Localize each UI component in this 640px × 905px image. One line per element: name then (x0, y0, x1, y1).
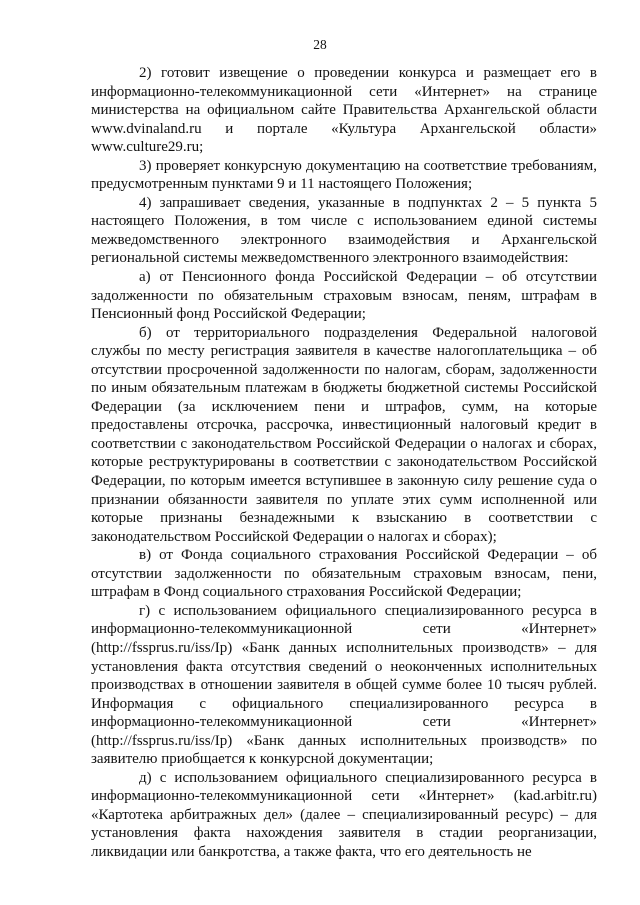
paragraph-item-3: 3) проверяет конкурсную документацию на соответствие требованиям, предусмотренным пунктами 9 и 11 настоящего Положения; (91, 157, 597, 193)
paragraph-subitem-d: д) с использованием официального специализированного ресурса в информационно-телекоммуникационной сети «Интернет» (kad.arbitr.ru) «Картотека арбитражных дел» (далее – специализированный ресурс) – для установления факта нахождения заявителя в стадии реорганизации, ликвидации или банкротства, а также факта, что его деятельность не (91, 769, 597, 860)
paragraph-subitem-v: в) от Фонда социального страхования Российской Федерации – об отсутствии задолженности по обязательным страховым взносам, пени, штрафам в Фонд социального страхования Российской Федерации; (91, 547, 597, 601)
document-body (91, 64, 597, 862)
paragraph-item-4: 4) запрашивает сведения, указанные в подпунктах 2 – 5 пункта 5 настоящего Положения, в том числе с использованием единой системы межведомственного электронного взаимодействия и Архангельской региональной системы межведомственного электронного взаимодействия: (91, 194, 597, 267)
paragraph-subitem-g: г) с использованием официального специализированного ресурса в информационно-телекоммуникационной сети «Интернет» (http://fssprus.ru/iss/Ip) «Банк данных исполнительных производств» – для установления факта отсутствия сведений о неоконченных исполнительных производствах в отношении заявителя в общей сумме более 10 тысяч рублей. Информация с официального специализированного ресурса в информационно-телекоммуникационной сети «Интернет» (http://fssprus.ru/iss/Ip) «Банк данных исполнительных производств» по заявителю приобщается к конкурсной документации; (91, 602, 597, 768)
paragraph-subitem-b: б) от территориального подразделения Федеральной налоговой службы по месту регистрация заявителя в качестве налогоплательщика – об отсутствии просроченной задолженности по налогам, сборам, задолженности по иным обязательным платежам в бюджеты бюджетной системы Российской Федерации (за исключением пени и штрафов, сумм, на которые предоставлены отсрочка, рассрочка, инвестиционный налоговый кредит в соответствии с законодательством Российской Федерации о налогах и сборах, которые реструктурированы в соответствии с законодательством Российской Федерации, по которым имеется вступившее в законную силу решение суда о признании обязанности заявителя по уплате этих сумм исполненной или которые признаны безнадежными к взысканию в соответствии с законодательством Российской Федерации о налогах и сборах); (91, 324, 597, 545)
page-number: 28 (313, 37, 327, 52)
paragraph-subitem-a: а) от Пенсионного фонда Российской Федерации – об отсутствии задолженности по обязательным страховым взносам, пеням, штрафам в Пенсионный фонд Российской Федерации; (91, 269, 597, 323)
paragraph-item-2: 2) готовит извещение о проведении конкурса и размещает его в информационно-телекоммуникационной сети «Интернет» на странице министерства на официальном сайте Правительства Архангельской области www.dvinaland.ru и портале «Культура Архангельской области» www.culture29.ru; (91, 65, 597, 156)
